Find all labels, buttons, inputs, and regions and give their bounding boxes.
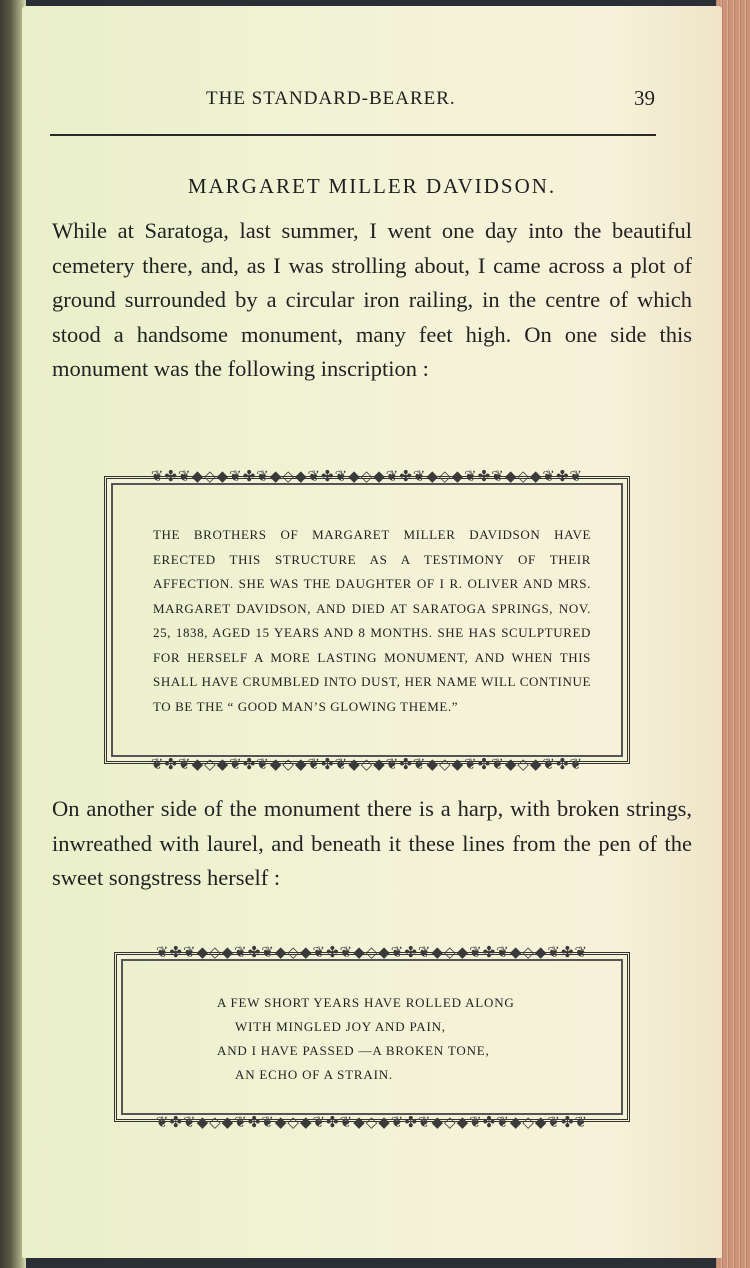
ornamental-border-bottom: ❦✤❦◆◇◆❦✤❦◆◇◆❦✤❦◆◇◆❦✤❦◆◇◆❦✤❦◆◇◆❦✤❦	[155, 1113, 589, 1131]
chapter-title: MARGARET MILLER DAVIDSON.	[187, 174, 557, 198]
verse-line: AN ECHO OF A STRAIN.	[235, 1067, 393, 1082]
book-page	[22, 6, 722, 1258]
paragraph-intro: While at Saratoga, last summer, I went one day into the beautiful cemetery there, and, as I was strolling about, I came across a plot of ground surrounded by a circular iron railing, in the centre of which stood a handsome monument, many feet high. On one side this monument was the following inscription :	[52, 218, 692, 381]
paragraph-harp: On another side of the monument there is a harp, with broken strings, inwreathed with laurel, and beneath it these lines from the pen of the sweet songstress herself :	[52, 796, 692, 890]
verse	[217, 991, 577, 1087]
ornamental-border-top: ❦✤❦◆◇◆❦✤❦◆◇◆❦✤❦◆◇◆❦✤❦◆◇◆❦✤❦◆◇◆❦✤❦	[150, 467, 584, 485]
verse-line: WITH MINGLED JOY AND PAIN,	[235, 1019, 446, 1034]
ornamental-border-top: ❦✤❦◆◇◆❦✤❦◆◇◆❦✤❦◆◇◆❦✤❦◆◇◆❦✤❦◆◇◆❦✤❦	[155, 943, 589, 961]
verse-line: A FEW SHORT YEARS HAVE ROLLED ALONG	[217, 995, 515, 1010]
header-rule	[50, 134, 656, 136]
inscription-plaque	[104, 467, 630, 773]
ornamental-border-bottom: ❦✤❦◆◇◆❦✤❦◆◇◆❦✤❦◆◇◆❦✤❦◆◇◆❦✤❦◆◇◆❦✤❦	[150, 755, 584, 773]
running-head	[22, 86, 722, 120]
page-number: 39	[634, 86, 655, 110]
verse-plaque	[114, 943, 630, 1131]
verse-line: AND I HAVE PASSED —A BROKEN TONE,	[217, 1043, 490, 1058]
inscription-text: THE BROTHERS OF MARGARET MILLER DAVIDSON HAVE ERECTED THIS STRUCTURE AS A TESTIMONY OF THEIR AFFECTION. SHE WAS THE DAUGHTER OF I R. OLIVER AND MRS. MARGARET DAVIDSON, AND DIED AT SARATOGA SPRINGS, NOV. 25, 1838, AGED 15 YEARS AND 8 MONTHS. SHE HAS SCULPTURED FOR HERSELF A MORE LASTING MONUMENT, AND WHEN THIS SHALL HAVE CRUMBLED INTO DUST, HER NAME WILL CONTINUE TO BE THE “ GOOD MAN’S GLOWING THEME.”	[153, 527, 591, 714]
running-title: THE STANDARD-BEARER.	[206, 88, 456, 109]
